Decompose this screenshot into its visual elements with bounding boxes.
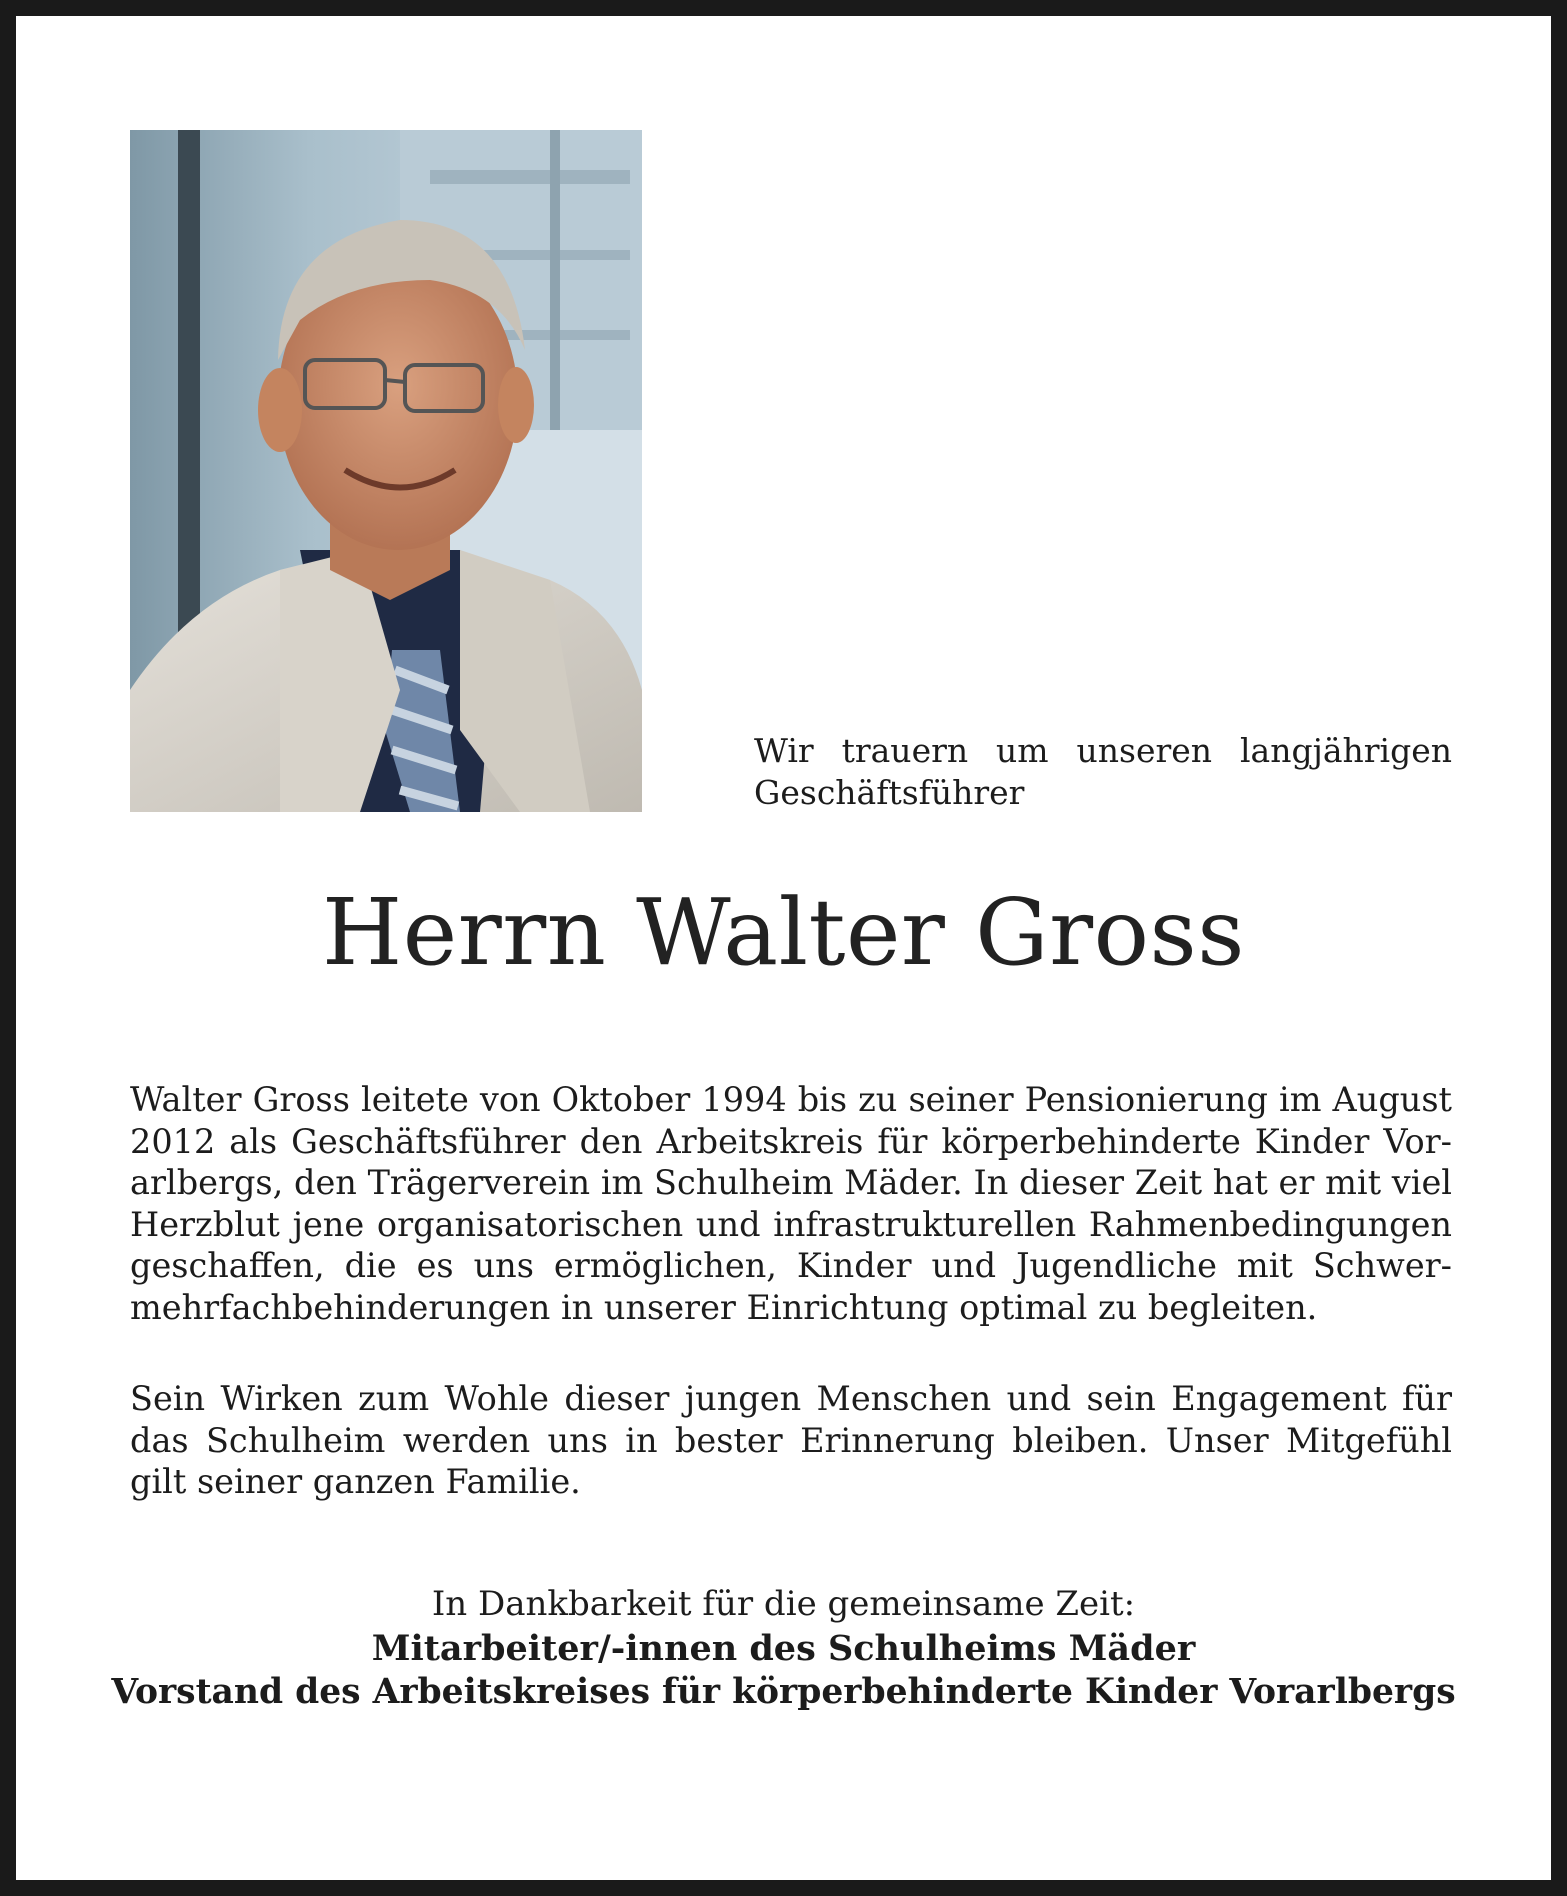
portrait-photo	[130, 130, 642, 812]
tribute-paragraph-2: Sein Wirken zum Wohle dieser jungen Menschen und sein Engagement für das Schulheim werden uns in bester Erinnerung bleiben. Unser Mitgefühl gilt seiner ganzen Familie.	[130, 1379, 1452, 1501]
signatory-staff: Mitarbeiter/-innen des Schulheims Mäder	[371, 1628, 1196, 1669]
portrait-image	[130, 130, 642, 812]
tribute-paragraph-1: Walter Gross leitete von Oktober 1994 bis zu seiner Pensionierung im August 2012 als Geschäftsführer den Arbeitskreis für körperbehinderte Kinder Vorarlbergs, den Trägerverein im Schulheim Mäder. In dieser Zeit hat er mit viel Herzblut jene organisatorischen und infrastrukturellen Rahmenbedingungen geschaffen, die es uns ermöglichen, Kinder und Jugendliche mit Schwermehrfachbehinderungen in unserer Einrichtung optimal zu begleiten.	[130, 1080, 1452, 1327]
closing-line: In Dankbarkeit für die gemeinsame Zeit:	[431, 1584, 1136, 1624]
deceased-name: Herrn Walter Gross	[322, 879, 1245, 986]
signatory-board: Vorstand des Arbeitskreises für körperbehinderte Kinder Vorarlbergs	[111, 1672, 1456, 1712]
intro-text: Wir trauern um unseren langjährigen Geschäftsführer	[754, 731, 1452, 812]
obituary-notice	[16, 16, 1551, 1880]
